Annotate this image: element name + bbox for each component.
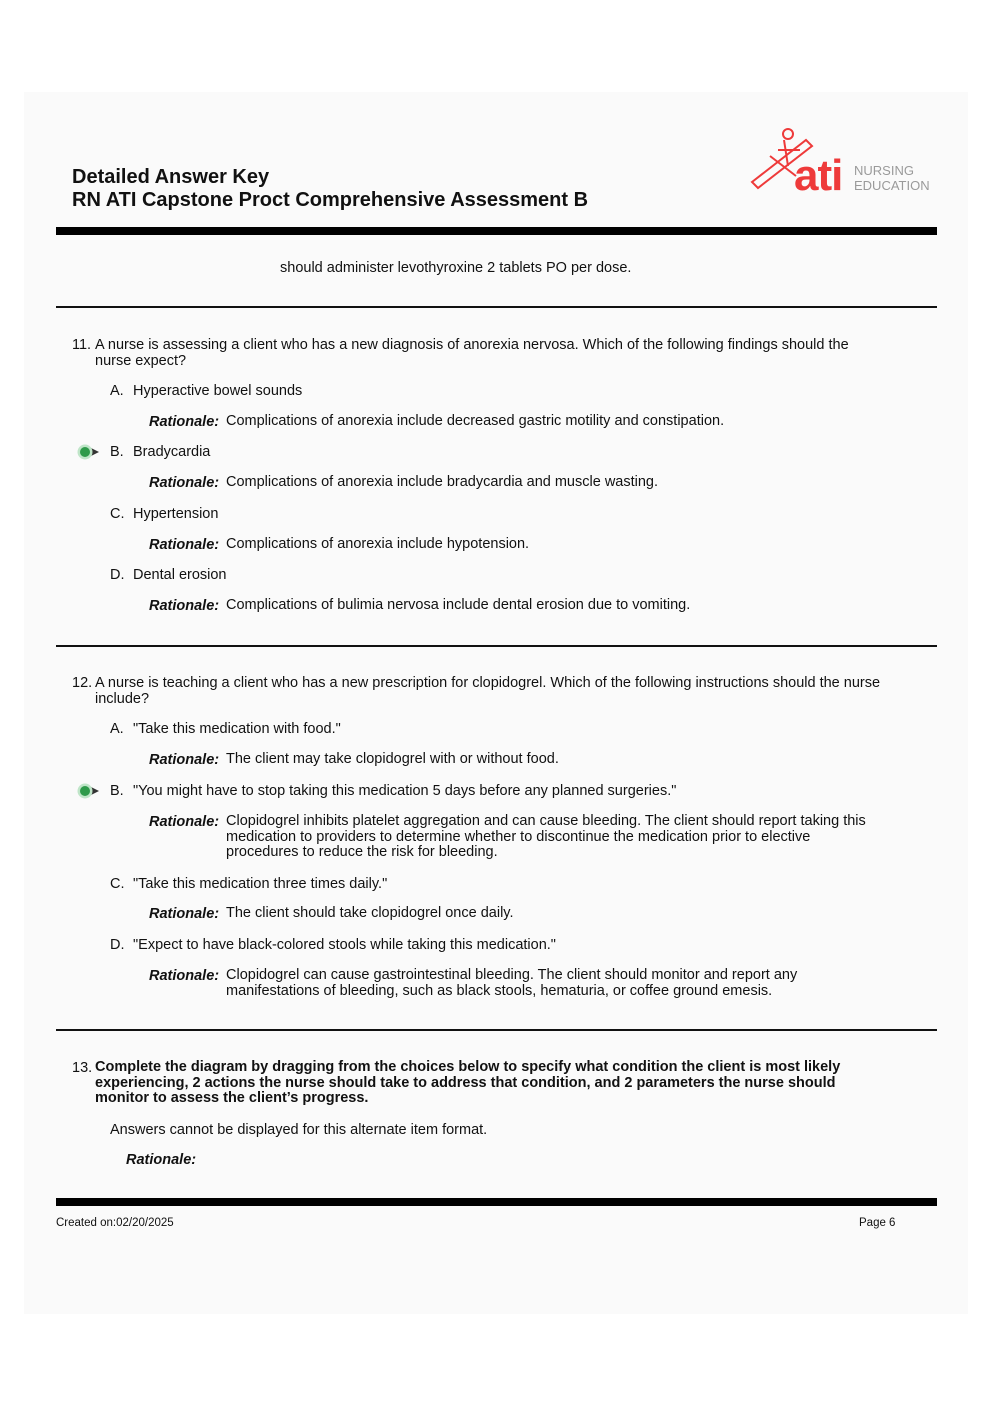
correct-answer-icon bbox=[76, 443, 100, 461]
footer-rule bbox=[56, 1198, 937, 1206]
rationale-text: Clopidogrel inhibits platelet aggregation and can cause bleeding. The client should report taking this medication to providers to determine whether to discontinue the medication prior to elective procedures to reduce the risk for bleeding. bbox=[226, 813, 866, 861]
continuation-text: should administer levothyroxine 2 tablets PO per dose. bbox=[280, 260, 632, 276]
rationale-label: Rationale: bbox=[126, 1152, 197, 1168]
option-text: "Expect to have black-colored stools while taking this medication." bbox=[133, 937, 556, 953]
question-number: 12. bbox=[72, 675, 93, 691]
rationale-text: Complications of bulimia nervosa include dental erosion due to vomiting. bbox=[226, 597, 691, 613]
rationale-text: The client should take clopidogrel once daily. bbox=[226, 905, 514, 921]
question-number: 11. bbox=[72, 337, 92, 353]
header-rule bbox=[56, 227, 937, 235]
option-letter: C. bbox=[110, 506, 125, 522]
rationale-label: Rationale: bbox=[149, 752, 220, 768]
option-text: Bradycardia bbox=[133, 444, 211, 460]
rationale-label: Rationale: bbox=[149, 475, 220, 491]
option-letter: B. bbox=[110, 444, 124, 460]
option-letter: D. bbox=[110, 567, 125, 583]
page-number: Page 6 bbox=[859, 1217, 896, 1229]
option-text: Hyperactive bowel sounds bbox=[133, 383, 303, 399]
document-subtitle: RN ATI Capstone Proct Comprehensive Assessment B bbox=[72, 189, 589, 211]
option-letter: C. bbox=[110, 876, 125, 892]
logo-brand: ati bbox=[794, 151, 843, 200]
rationale-label: Rationale: bbox=[149, 906, 220, 922]
correct-answer-icon bbox=[76, 782, 100, 800]
logo-line-nursing: NURSING bbox=[854, 163, 914, 178]
rationale-label: Rationale: bbox=[149, 814, 220, 830]
rationale-text: Complications of anorexia include hypotension. bbox=[226, 536, 530, 552]
rationale-text: Complications of anorexia include bradycardia and muscle wasting. bbox=[226, 474, 659, 490]
ati-logo bbox=[748, 120, 930, 200]
divider bbox=[56, 306, 937, 308]
rationale-label: Rationale: bbox=[149, 414, 220, 430]
option-text: Hypertension bbox=[133, 506, 219, 522]
question-stem: A nurse is teaching a client who has a new prescription for clopidogrel. Which of the following instructions should the nurse include? bbox=[95, 675, 881, 707]
rationale-text: Complications of anorexia include decreased gastric motility and constipation. bbox=[226, 413, 725, 429]
rationale-text: The client may take clopidogrel with or without food. bbox=[226, 751, 559, 767]
question-number: 13. bbox=[72, 1060, 93, 1076]
rationale-label: Rationale: bbox=[149, 968, 220, 984]
rationale-text: Clopidogrel can cause gastrointestinal bleeding. The client should monitor and report any manifestations of bleeding, such as black stools, hematuria, or coffee ground emesis. bbox=[226, 967, 798, 999]
divider bbox=[56, 1029, 937, 1031]
alternate-item-note: Answers cannot be displayed for this alternate item format. bbox=[110, 1122, 488, 1138]
option-letter: A. bbox=[110, 383, 124, 399]
rationale-label: Rationale: bbox=[149, 598, 220, 614]
option-text: Dental erosion bbox=[133, 567, 227, 583]
option-letter: B. bbox=[110, 783, 124, 799]
divider bbox=[56, 645, 937, 647]
option-text: "Take this medication three times daily." bbox=[133, 876, 388, 892]
question-stem: Complete the diagram by dragging from the choices below to specify what condition the client is most likely experiencing, 2 actions the nurse should take to address that condition, and 2 parameters the nurse should monitor to assess the client’s progress. bbox=[95, 1059, 841, 1106]
rationale-label: Rationale: bbox=[149, 537, 220, 553]
question-stem: A nurse is assessing a client who has a new diagnosis of anorexia nervosa. Which of the following findings should the nurse expect? bbox=[95, 337, 849, 369]
logo-line-education: EDUCATION bbox=[854, 178, 930, 193]
created-date: Created on:02/20/2025 bbox=[56, 1217, 174, 1229]
document-title: Detailed Answer Key bbox=[72, 166, 270, 188]
option-letter: A. bbox=[110, 721, 124, 737]
option-text: "Take this medication with food." bbox=[133, 721, 341, 737]
option-letter: D. bbox=[110, 937, 125, 953]
option-text: "You might have to stop taking this medication 5 days before any planned surgeries." bbox=[133, 783, 677, 799]
